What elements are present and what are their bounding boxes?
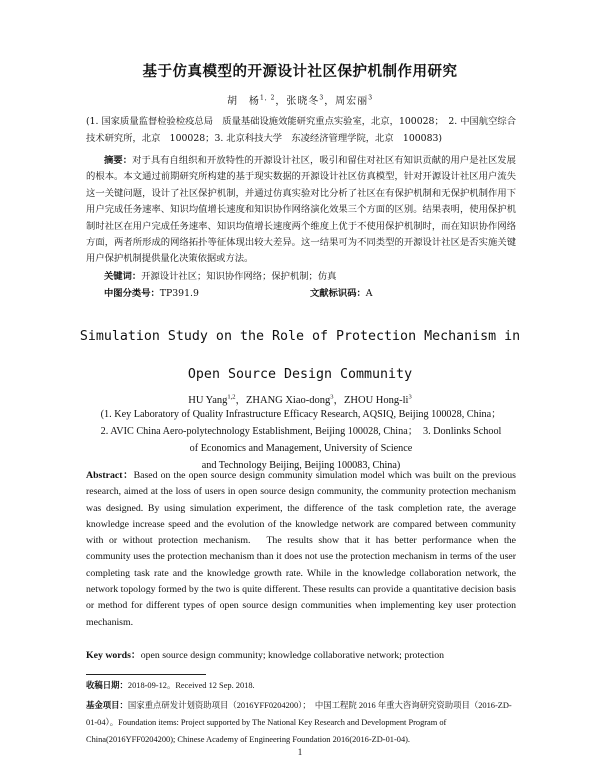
document-code-label: 文献标识码： <box>310 288 366 299</box>
english-keywords <box>86 647 516 661</box>
author-name: ZHOU Hong-li <box>344 395 409 406</box>
chinese-affiliation: (1. 国家质量监督检验检疫总局 质量基础设施效能研究重点实验室，北京，100028； 2. 中国航空综合技术研究所，北京 100028；3. 北京科技大学 东凌经济管理学院，北京 100083) <box>86 116 516 144</box>
funding-note <box>86 697 516 748</box>
author-name: ZHANG Xiao-dong <box>245 395 331 406</box>
chinese-abstract <box>86 153 516 268</box>
classification-label: 中图分类号： <box>104 288 160 299</box>
received-text: 2018-09-12。Received 12 Sep. 2018. <box>127 681 255 690</box>
keywords-label: 关键词： <box>104 271 142 282</box>
chinese-title: 基于仿真模型的开源设计社区保护机制作用研究 <box>142 64 458 80</box>
funding-label: 基金项目： <box>86 700 128 710</box>
page-number: 1 <box>297 747 303 757</box>
author-affiliation-mark: 3 <box>330 393 334 401</box>
classification-line <box>104 285 524 299</box>
affiliation-line: (1. Key Laboratory of Quality Infrastructure Efficacy Research, AQSIQ, Beijing 100028, China； <box>100 409 502 420</box>
received-label: 收稿日期： <box>86 680 128 690</box>
chinese-authors: 胡 杨$^{1, 2}$，张晓冬$^3$，周宏丽$^3$ <box>226 94 374 107</box>
author-affiliation-mark: 3 <box>408 393 412 401</box>
affiliation-line: of Economics and Management, University of Science <box>189 443 413 454</box>
abstract-text: Based on the open source design community simulation model which was built on the previous research, aimed at the loss of users in open source design community, the community protection mechanism was designed. By using simulation experiment, the difference of the task completion rate, the average knowledge increase speed and the evolution of the knowledge network are compared between community with or without protection mechanism. The results show that it has better performance when the community uses the protection mechanism than it does not use the protection mechanism in terms of the user completing task rate and the knowledge growth rate. While in the knowledge collaboration network, the network topology formed by the two is quite different. These results can provide a quantitative decision basis or method for different types of open source design communities when implementing key user protection mechanism. <box>86 470 516 628</box>
english-authors: HU Yang$^{1,2}$，ZHANG Xiao-dong$^3$，ZHOU Hong-$li^3$ <box>188 393 412 406</box>
english-abstract <box>86 468 516 631</box>
document-code <box>310 285 373 299</box>
author-affiliation-mark: 1, 2 <box>259 94 276 102</box>
english-title: Simulation Study on the Role of Protection Mechanism in Open Source Design Community <box>79 329 521 382</box>
keywords-text: 开源设计社区；知识协作网络；保护机制；仿真 <box>141 271 337 282</box>
author-name: 胡 杨 <box>226 96 260 107</box>
author-affiliation-mark: 1,2 <box>227 393 236 401</box>
author-name: 周宏丽 <box>335 96 369 107</box>
funding-text: 国家重点研发计划资助项目（2016YFF0204200）； 中国工程院 2016 年重大咨询研究资助项目（2016-ZD-01-04）。Foundation items: Project supported by The National Key Research and Development Program of China(2016YFF0204200); Chinese Academy of Engineering Foundation 2016(2016-ZD-01-04). <box>86 701 512 744</box>
author-affiliation-mark: 3 <box>368 94 374 102</box>
author-name: HU Yang <box>188 395 228 406</box>
affiliation-line: 2. AVIC China Aero-polytechnology Establishment, Beijing 100028, China； 3. Donlinks School <box>100 426 502 437</box>
affiliation-line: and Technology Beijing, Beijing 100083, China) <box>201 460 401 471</box>
abstract-label: Abstract： <box>86 470 134 481</box>
abstract-label: 摘要： <box>104 155 133 166</box>
abstract-text: 对于具有自组织和开放特性的开源设计社区，吸引和留住对社区有知识贡献的用户是社区发展的根本。本文通过前期研究所构建的基于现实数据的开源设计社区仿真模型，针对开源设计社区用户流失这一关键问题，设计了社区保护机制，并通过仿真实验对比分析了社区在有保护机制和无保护机制作用下用户完成任务速率、知识均值增长速度和知识协作网络演化效果三个方面的区别。结果表明，使用保护机制时社区在用户完成任务速率、知识均值增长速度两个维度上优于不使用保护机制时，而在知识协作网络方面，两者所形成的网络拓扑等征体现出较大差异。这一结果可为不同类型的开源设计社区是否实施关键用户保护机制提供量化决策依据或方法。 <box>86 155 516 265</box>
classification-value: TP391.9 <box>159 288 199 299</box>
document-code-value: A <box>365 288 373 299</box>
author-name: 张晓冬 <box>286 96 320 107</box>
footnote-divider <box>86 674 206 675</box>
author-affiliation-mark: 3 <box>319 94 325 102</box>
keywords-text: open source design community; knowledge collaborative network; protection <box>140 650 445 661</box>
chinese-keywords <box>104 268 524 282</box>
english-affiliation <box>86 406 516 474</box>
keywords-label: Key words： <box>86 650 141 661</box>
received-date-note <box>86 679 516 691</box>
